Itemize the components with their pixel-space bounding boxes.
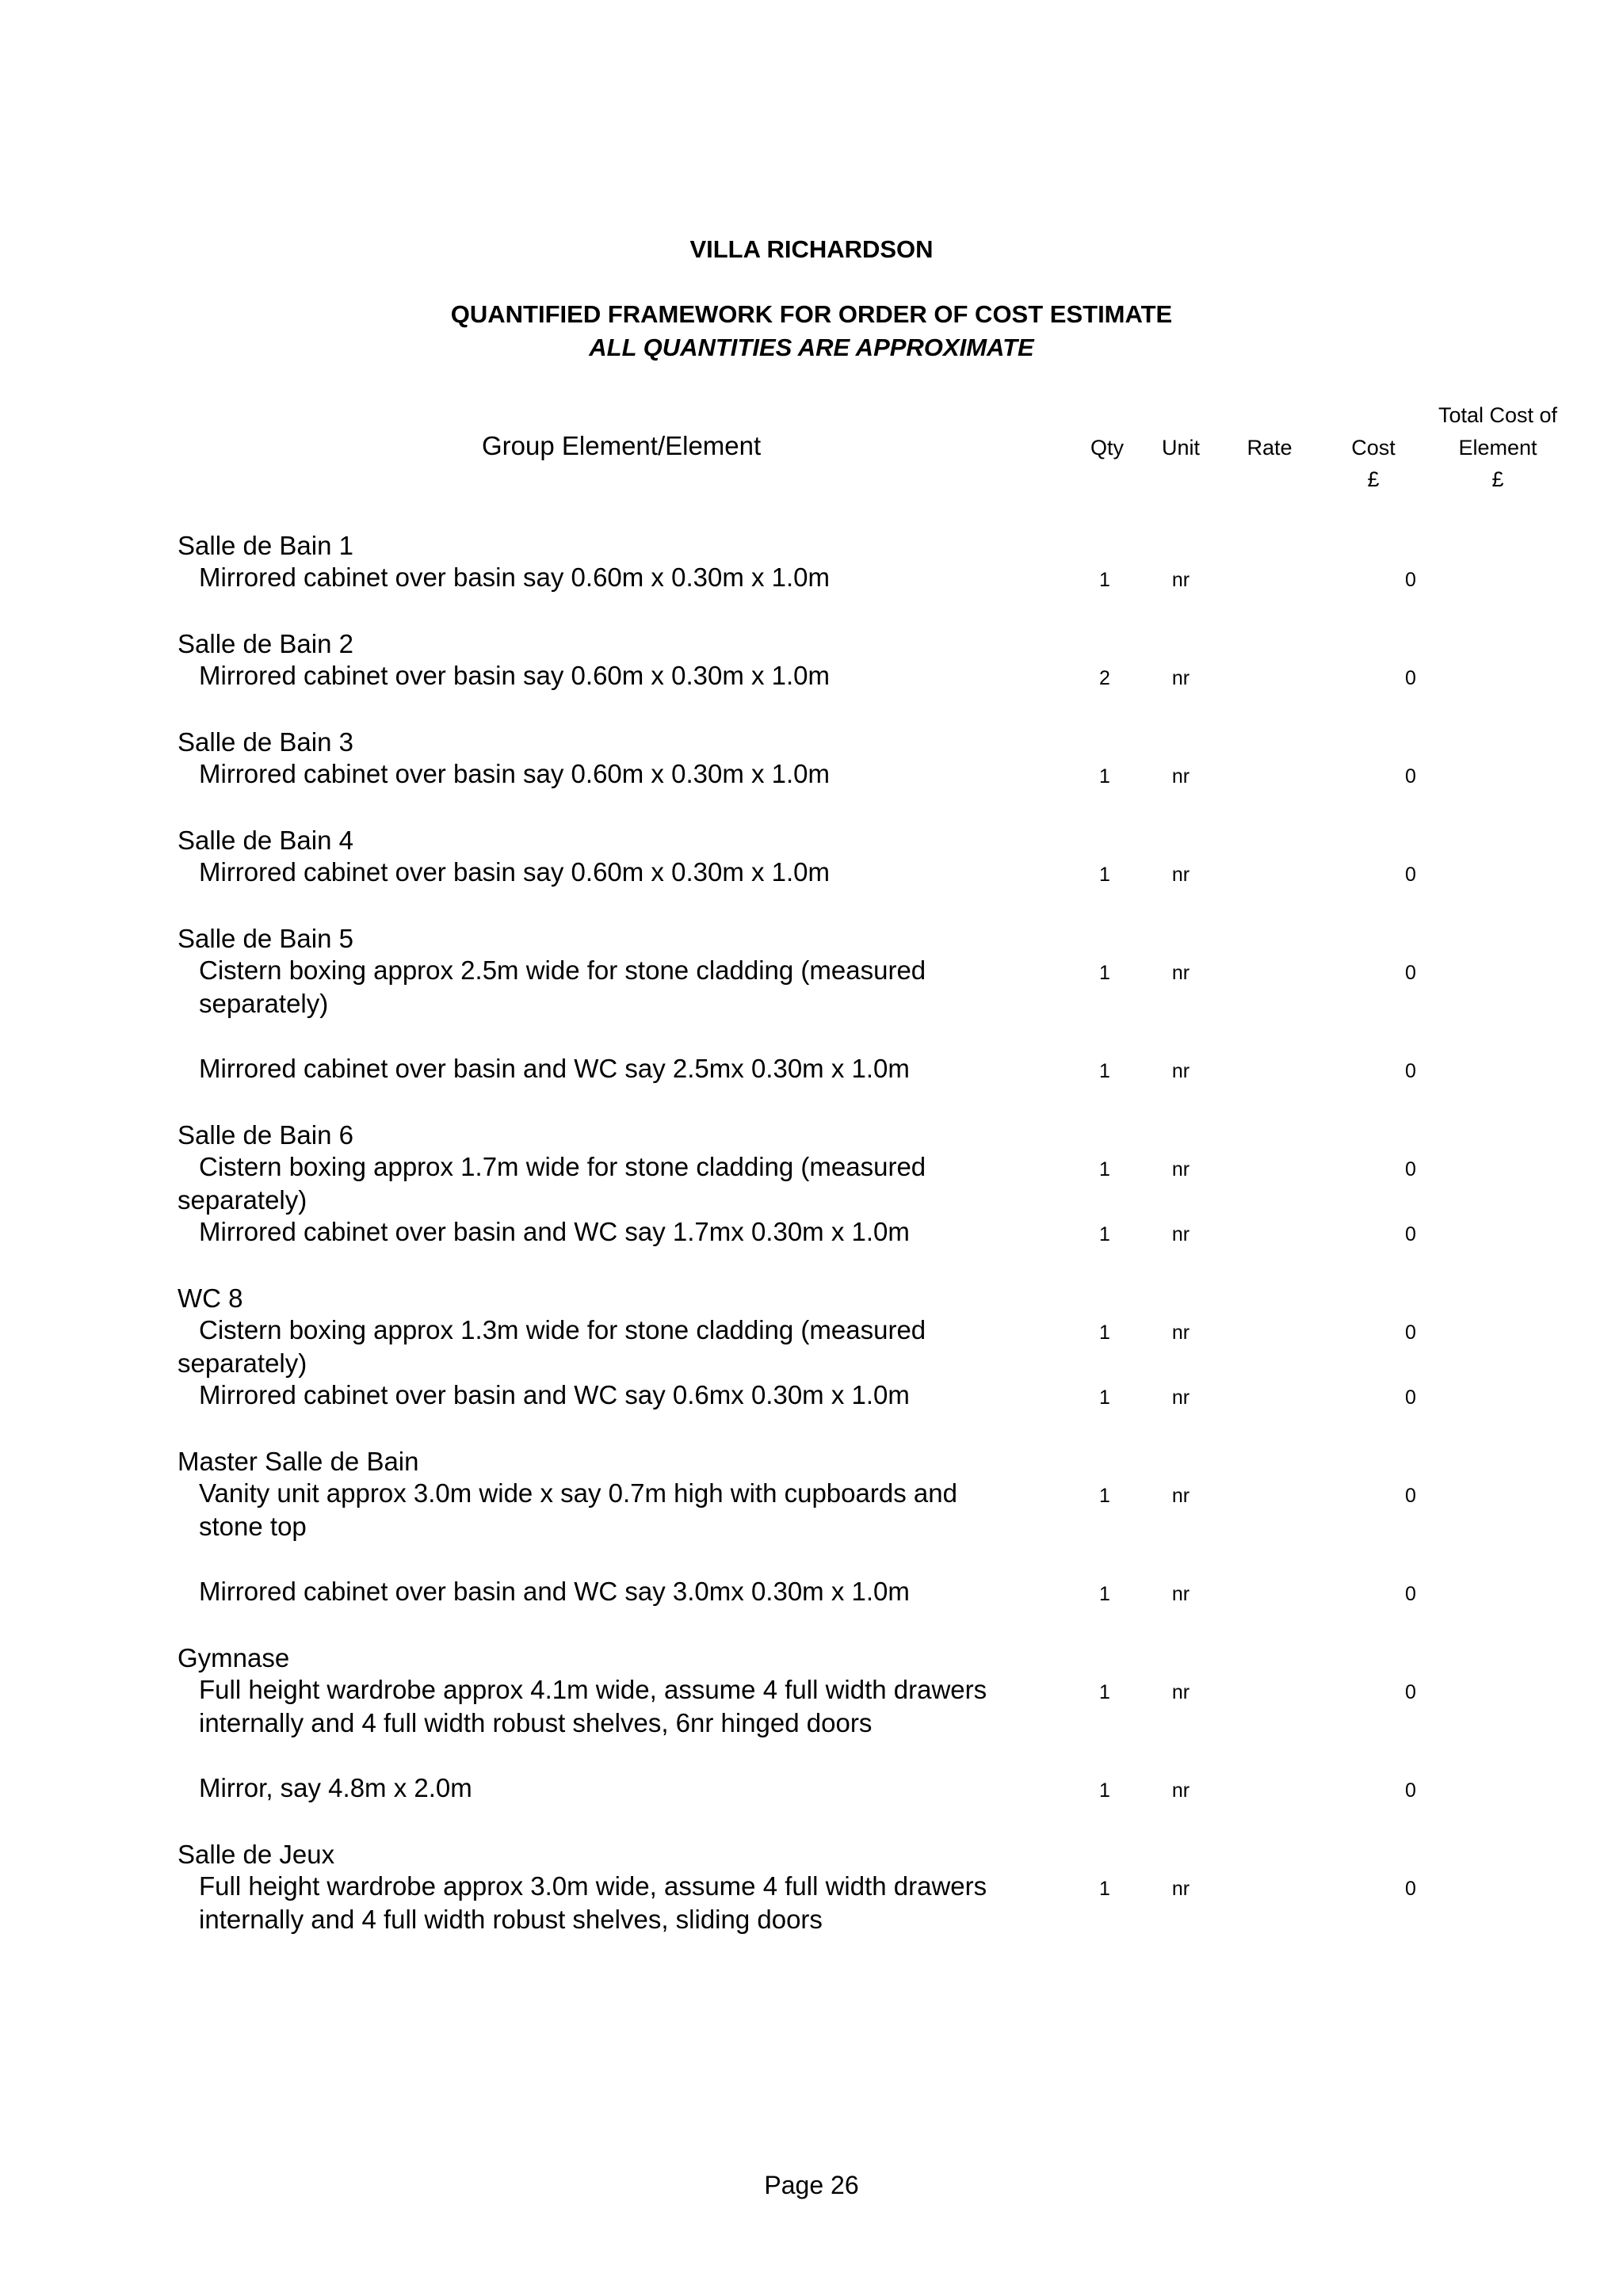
item-description-continued: separately) xyxy=(178,1185,307,1215)
item-qty: 1 xyxy=(1099,1322,1110,1344)
item-qty: 1 xyxy=(1099,962,1110,984)
item-qty: 1 xyxy=(1099,1779,1110,1802)
item-cost: 0 xyxy=(1405,1158,1416,1180)
group-heading: Salle de Bain 1 xyxy=(178,531,353,560)
item-qty: 2 xyxy=(1099,667,1110,689)
item-qty: 1 xyxy=(1099,1386,1110,1409)
item-description: Mirrored cabinet over basin say 0.60m x 0.30m x 1.0m xyxy=(199,857,831,887)
item-qty: 1 xyxy=(1099,1223,1110,1245)
item-qty: 1 xyxy=(1099,1060,1110,1082)
item-description: Mirrored cabinet over basin say 0.60m x 0.30m x 1.0m xyxy=(199,661,831,690)
group-heading: WC 8 xyxy=(178,1283,243,1313)
item-unit: nr xyxy=(1171,1322,1190,1344)
group-heading: Gymnase xyxy=(178,1643,290,1672)
item-description-continued: separately) xyxy=(178,1348,307,1378)
item-description: Mirrored cabinet over basin say 0.60m x 0.30m x 1.0m xyxy=(199,563,831,592)
item-description: Cistern boxing approx 1.3m wide for stone cladding (measured xyxy=(199,1315,926,1344)
item-unit: nr xyxy=(1171,667,1190,689)
column-header-total-line2: Element xyxy=(1458,436,1537,460)
column-header-cost-currency: £ xyxy=(1367,467,1380,491)
item-description: Mirrored cabinet over basin and WC say 1.7mx 0.30m x 1.0m xyxy=(199,1217,910,1246)
item-description: Mirrored cabinet over basin and WC say 3.0mx 0.30m x 1.0m xyxy=(199,1577,910,1606)
item-qty: 1 xyxy=(1099,1485,1110,1507)
item-qty: 1 xyxy=(1099,864,1110,886)
item-qty: 1 xyxy=(1099,1681,1110,1703)
item-description: Mirrored cabinet over basin and WC say 0.6mx 0.30m x 1.0m xyxy=(199,1380,910,1409)
item-cost: 0 xyxy=(1405,962,1416,984)
item-cost: 0 xyxy=(1405,1583,1416,1605)
item-cost: 0 xyxy=(1405,667,1416,689)
item-cost: 0 xyxy=(1405,1878,1416,1900)
item-description: Mirror, say 4.8m x 2.0m xyxy=(199,1773,472,1802)
item-cost: 0 xyxy=(1405,1485,1416,1507)
group-heading: Salle de Jeux xyxy=(178,1840,335,1869)
group-heading: Salle de Bain 6 xyxy=(178,1120,353,1150)
project-title: VILLA RICHARDSON xyxy=(689,235,934,263)
column-header-rate: Rate xyxy=(1247,436,1293,460)
item-qty: 1 xyxy=(1099,1878,1110,1900)
item-unit: nr xyxy=(1171,569,1190,591)
item-unit: nr xyxy=(1171,765,1190,788)
column-header-cost: Cost xyxy=(1351,436,1396,460)
group-heading: Salle de Bain 3 xyxy=(178,727,353,757)
item-cost: 0 xyxy=(1405,1779,1416,1802)
page-number: Page 26 xyxy=(764,2171,859,2199)
item-cost: 0 xyxy=(1405,569,1416,591)
item-description: Vanity unit approx 3.0m wide x say 0.7m high with cupboards and stone top xyxy=(199,1478,957,1541)
item-cost: 0 xyxy=(1405,1060,1416,1082)
item-qty: 1 xyxy=(1099,569,1110,591)
column-header-total-line1: Total Cost of xyxy=(1438,403,1558,427)
item-description: Mirrored cabinet over basin and WC say 2.5mx 0.30m x 1.0m xyxy=(199,1054,910,1083)
group-heading: Master Salle de Bain xyxy=(178,1447,419,1476)
item-unit: nr xyxy=(1171,1779,1190,1802)
item-cost: 0 xyxy=(1405,1223,1416,1245)
item-unit: nr xyxy=(1171,864,1190,886)
item-unit: nr xyxy=(1171,1060,1190,1082)
item-description: Cistern boxing approx 1.7m wide for stone cladding (measured xyxy=(199,1152,926,1181)
item-cost: 0 xyxy=(1405,1322,1416,1344)
item-unit: nr xyxy=(1171,1158,1190,1180)
document-subtitle-italic: ALL QUANTITIES ARE APPROXIMATE xyxy=(589,334,1034,361)
item-unit: nr xyxy=(1171,1878,1190,1900)
item-unit: nr xyxy=(1171,1681,1190,1703)
item-cost: 0 xyxy=(1405,1681,1416,1703)
document-subtitle: QUANTIFIED FRAMEWORK FOR ORDER OF COST ESTIMATE xyxy=(450,300,1173,328)
item-description: Full height wardrobe approx 4.1m wide, assume 4 full width drawers internally and 4 full width robust shelves, 6nr hinged doors xyxy=(199,1675,987,1737)
item-description: Full height wardrobe approx 3.0m wide, assume 4 full width drawers internally and 4 full width robust shelves, sliding doors xyxy=(199,1871,987,1934)
item-qty: 1 xyxy=(1099,765,1110,788)
item-unit: nr xyxy=(1171,1386,1190,1409)
item-cost: 0 xyxy=(1405,1386,1416,1409)
item-qty: 1 xyxy=(1099,1583,1110,1605)
item-qty: 1 xyxy=(1099,1158,1110,1180)
column-header-element: Group Element/Element xyxy=(482,431,762,460)
item-cost: 0 xyxy=(1405,765,1416,788)
group-heading: Salle de Bain 2 xyxy=(178,629,353,658)
column-header-qty: Qty xyxy=(1090,436,1124,460)
item-unit: nr xyxy=(1171,1583,1190,1605)
group-heading: Salle de Bain 4 xyxy=(178,826,353,855)
item-cost: 0 xyxy=(1405,864,1416,886)
item-description: Mirrored cabinet over basin say 0.60m x 0.30m x 1.0m xyxy=(199,759,831,788)
item-unit: nr xyxy=(1171,1485,1190,1507)
column-header-total-currency: £ xyxy=(1491,467,1504,491)
item-description: Cistern boxing approx 2.5m wide for stone cladding (measured separately) xyxy=(199,955,926,1018)
item-unit: nr xyxy=(1171,1223,1190,1245)
column-header-unit: Unit xyxy=(1161,436,1200,460)
group-heading: Salle de Bain 5 xyxy=(178,924,353,953)
item-unit: nr xyxy=(1171,962,1190,984)
